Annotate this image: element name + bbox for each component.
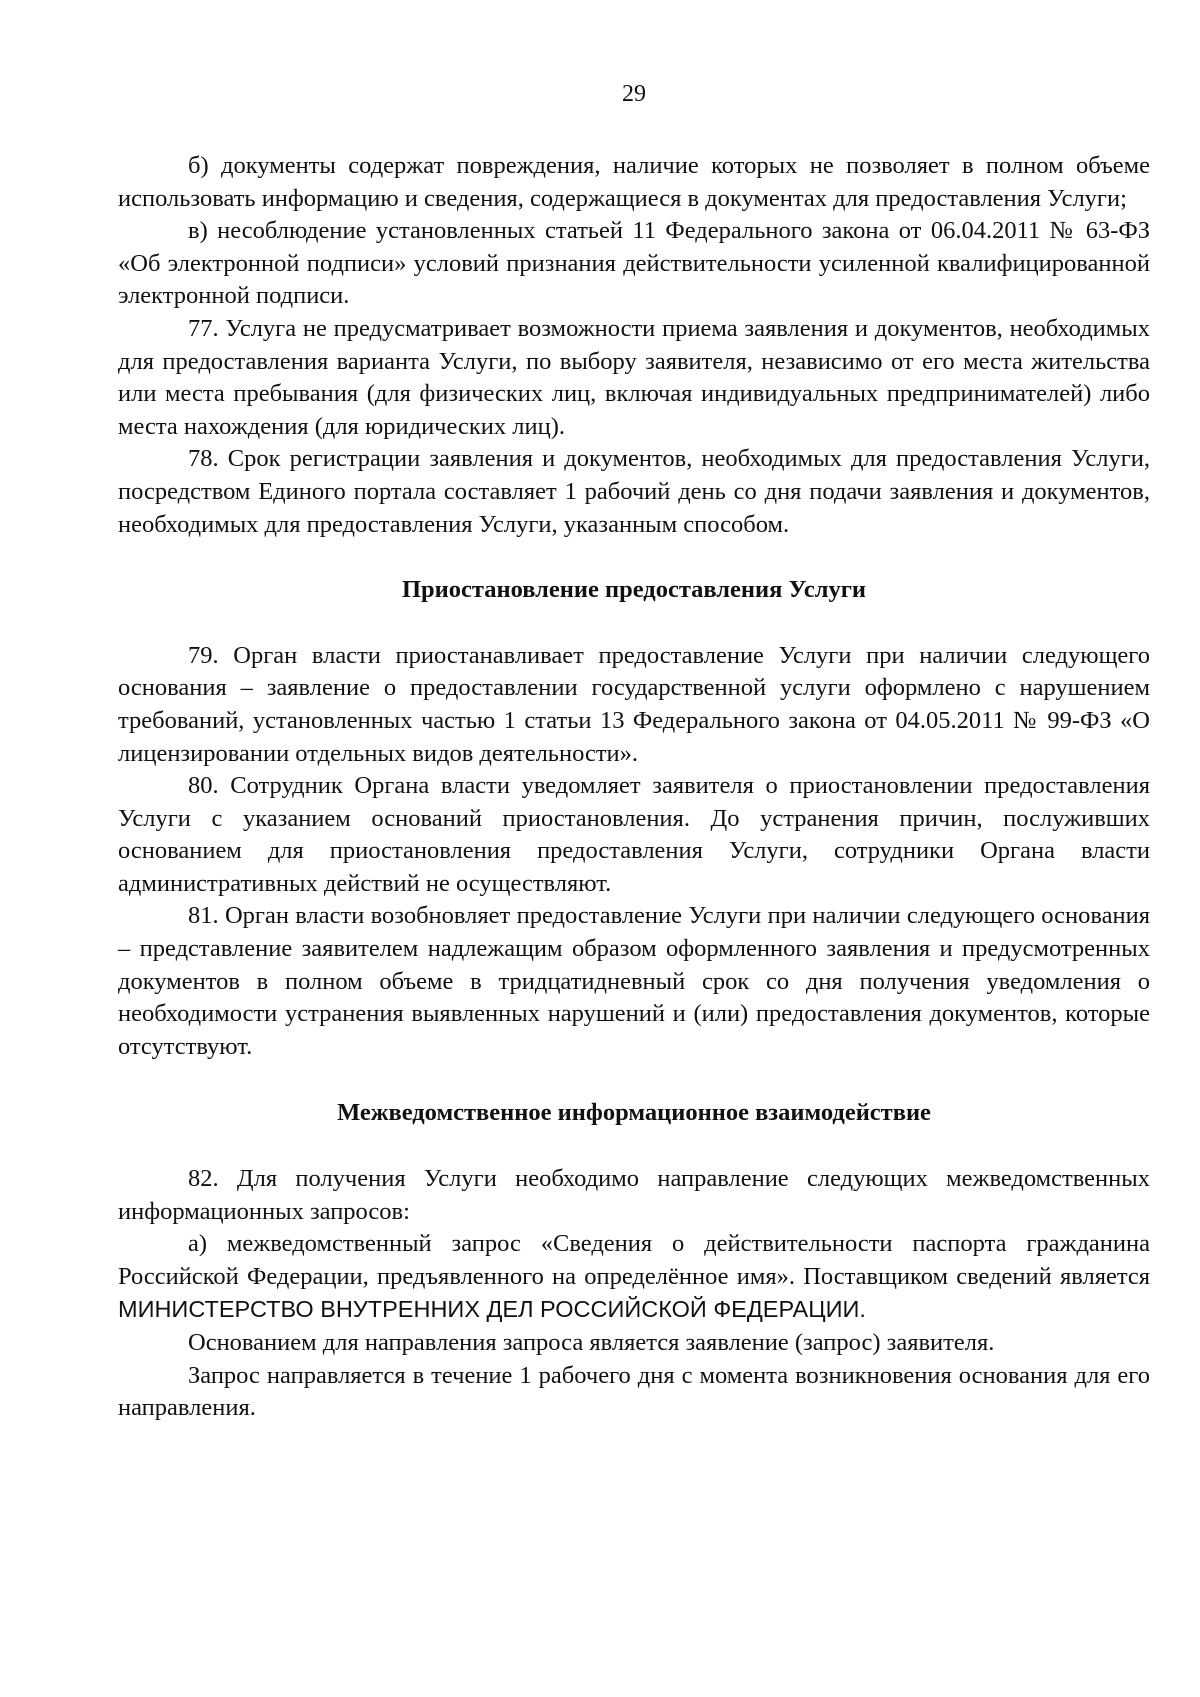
- paragraph-v: в) несоблюдение установленных статьей 11 Федерального закона от 06.04.2011 № 63-ФЗ «Об электронной подписи» условий признания действительности усиленной квалифицированной электронной подписи.: [118, 217, 1150, 310]
- paragraph-79: 79. Орган власти приостанавливает предоставление Услуги при наличии следующего основания – заявление о предоставлении государственной услуги оформлено с нарушением требований, установленных частью 1 статьи 13 Федерального закона от 04.05.2011 № 99-ФЗ «О лицензировании отдельных видов деятельности».: [118, 641, 1150, 767]
- heading-interagency: Межведомственное информационное взаимодействие: [337, 1099, 931, 1127]
- paragraph-82: 82. Для получения Услуги необходимо направление следующих межведомственных информационных запросов:: [118, 1165, 1150, 1225]
- paragraph-basis: Основанием для направления запроса является заявление (запрос) заявителя.: [188, 1329, 995, 1356]
- provider-name: МИНИСТЕРСТВО ВНУТРЕННИХ ДЕЛ РОССИЙСКОЙ ФЕДЕРАЦИИ.: [118, 1296, 866, 1323]
- request-text: а) межведомственный запрос «Сведения о действительности паспорта гражданина Российской Федерации, предъявленного на определённое имя». Поставщиком сведений является: [118, 1230, 1150, 1290]
- paragraph-timing: Запрос направляется в течение 1 рабочего дня с момента возникновения основания для его направления.: [118, 1361, 1150, 1422]
- paragraph-78: 78. Срок регистрации заявления и документов, необходимых для предоставления Услуги, посредством Единого портала составляет 1 рабочий день со дня подачи заявления и документов, необходимых для предоставления Услуги, указанным способом.: [118, 445, 1150, 538]
- paragraph-81: 81. Орган власти возобновляет предоставление Услуги при наличии следующего основания – представление заявителем надлежащим образом оформленного заявления и предусмотренных документов в полном объеме в тридцатидневный срок со дня получения уведомления о необходимости устранения выявленных нарушений и (или) предоставления документов, которые отсутствуют.: [118, 902, 1150, 1060]
- page-number: 29: [622, 81, 646, 107]
- heading-suspension: Приостановление предоставления Услуги: [401, 576, 866, 604]
- paragraph-b: б) документы содержат повреждения, наличие которых не позволяет в полном объеме использовать информацию и сведения, содержащиеся в документах для предоставления Услуги;: [118, 152, 1150, 212]
- paragraph-77: 77. Услуга не предусматривает возможности приема заявления и документов, необходимых для предоставления варианта Услуги, по выбору заявителя, независимо от его места жительства или места пребывания (для физических лиц, включая индивидуальных предпринимателей) либо места нахождения (для юридических лиц).: [118, 314, 1150, 440]
- paragraph-a-request: [118, 1228, 1150, 1327]
- paragraph-80: 80. Сотрудник Органа власти уведомляет заявителя о приостановлении предоставления Услуги с указанием оснований приостановления. До устранения причин, послуживших основанием для приостановления предоставления Услуги, сотрудники Органа власти административных действий не осуществляют.: [118, 772, 1150, 897]
